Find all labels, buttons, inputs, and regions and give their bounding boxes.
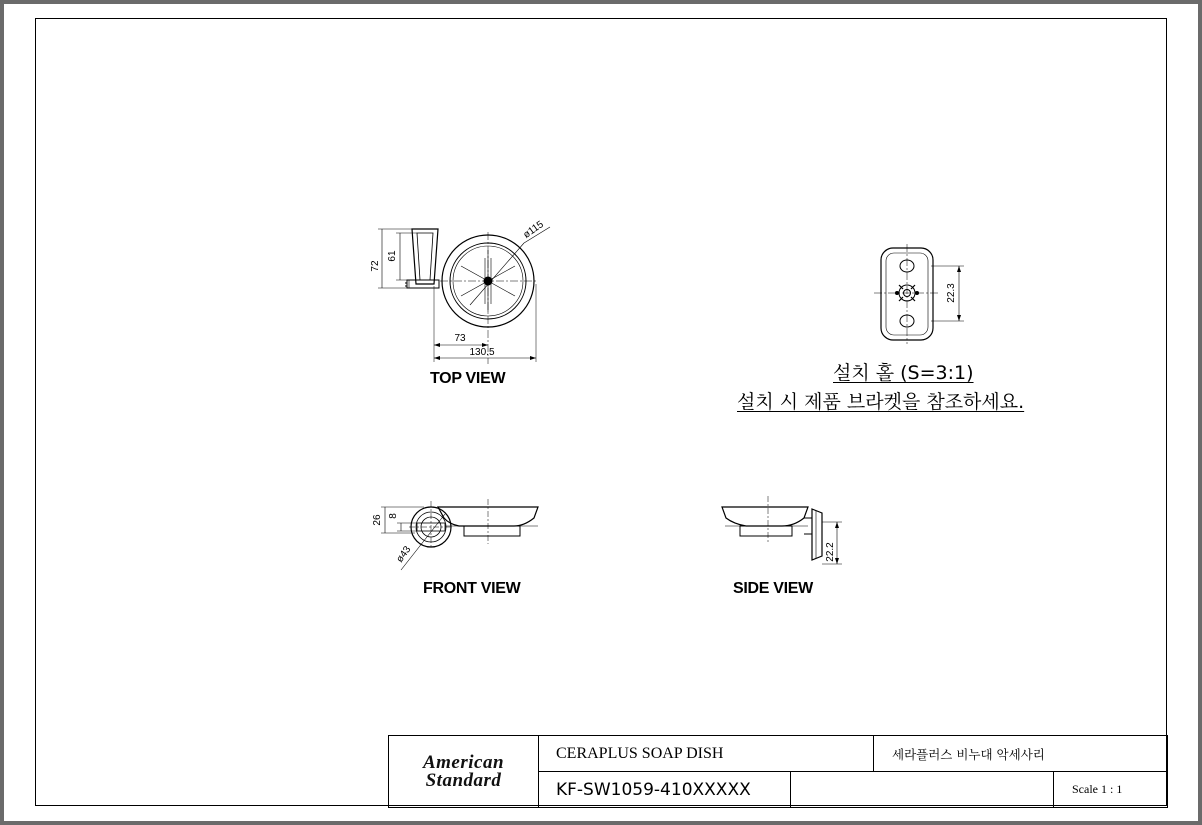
dim-top-height-inner: 61 bbox=[387, 250, 398, 262]
top-view-label: TOP VIEW bbox=[430, 370, 506, 387]
dim-side-depth: 22.2 bbox=[825, 542, 836, 562]
dim-top-offset: 73 bbox=[454, 333, 466, 344]
side-view-drawing bbox=[722, 496, 842, 564]
dim-top-diameter: ø115 bbox=[521, 219, 546, 241]
title-block bbox=[388, 735, 1168, 808]
american-standard-logo: American Standard bbox=[422, 751, 505, 791]
dim-front-height-outer: 26 bbox=[372, 514, 383, 526]
install-note-title: 설치 홀 (S=3:1) bbox=[833, 362, 974, 384]
product-name: CERAPLUS SOAP DISH bbox=[538, 735, 874, 772]
product-name-korean: 세라플러스 비누대 악세사리 bbox=[873, 735, 1168, 772]
model-number: KF-SW1059-410XXXXX bbox=[538, 771, 791, 808]
side-view-label: SIDE VIEW bbox=[733, 580, 813, 597]
dim-top-height-outer: 72 bbox=[370, 260, 381, 272]
scale: Scale 1 : 1 bbox=[1053, 771, 1168, 808]
front-view-label: FRONT VIEW bbox=[423, 580, 521, 597]
dim-front-height-inner: 8 bbox=[388, 513, 399, 519]
drawing-sheet bbox=[4, 4, 1198, 821]
dim-hole-spacing: 22.3 bbox=[946, 283, 957, 303]
logo-cell bbox=[388, 735, 539, 808]
install-note-text: 설치 시 제품 브라켓을 참조하세요. bbox=[737, 391, 1025, 413]
dim-front-diameter: ø43 bbox=[394, 544, 414, 565]
blank-cell bbox=[790, 771, 1054, 808]
dim-top-width: 130.5 bbox=[469, 347, 495, 358]
